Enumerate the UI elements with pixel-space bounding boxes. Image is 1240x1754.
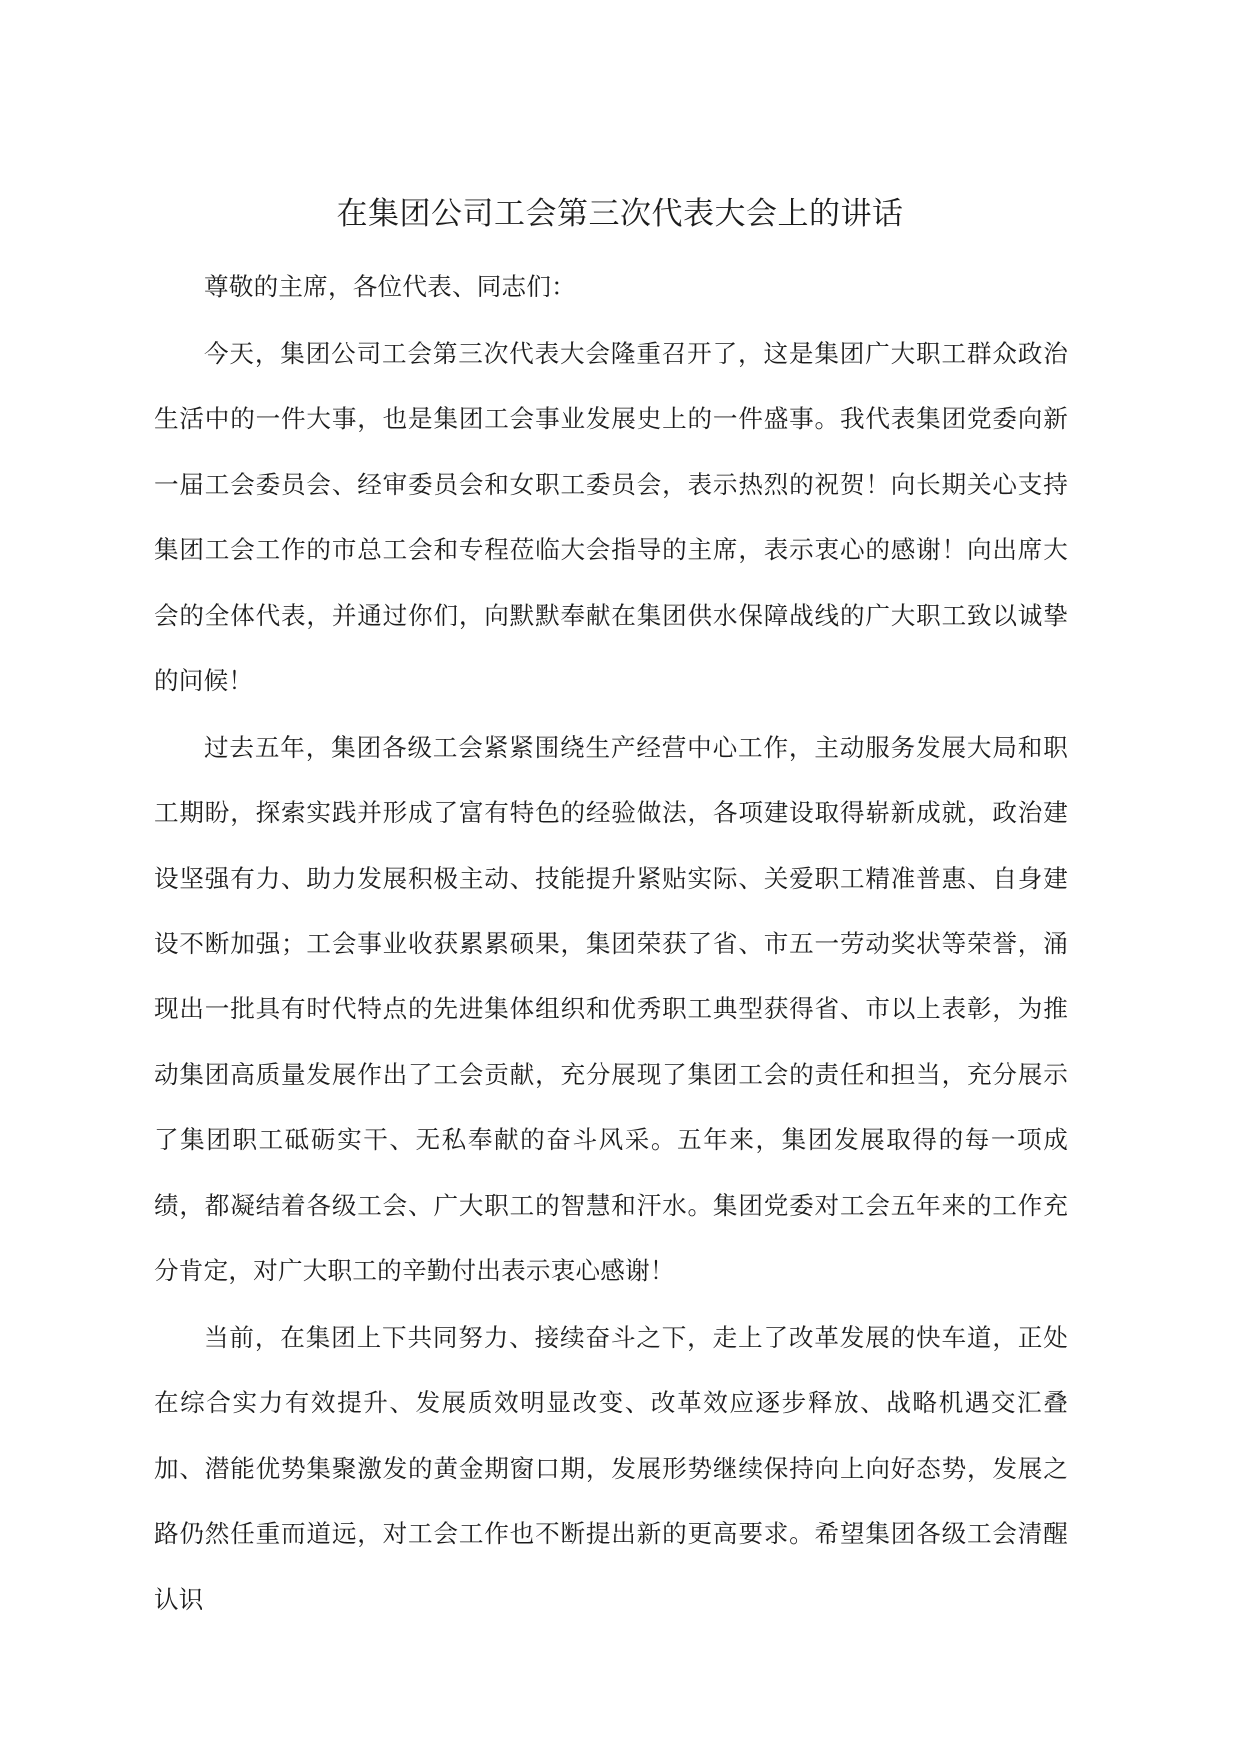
paragraph-1: 今天，集团公司工会第三次代表大会隆重召开了，这是集团广大职工群众政治生活中的一件大事，也是集团工会事业发展史上的一件盛事。我代表集团党委向新一届工会委员会、经审委员会和女职工委员会，表示热烈的祝贺！向长期关心支持集团工会工作的市总工会和专程莅临大会指导的主席，表示衷心的感谢！向出席大会的全体代表，并通过你们，向默默奉献在集团供水保障战线的广大职工致以诚挚的问候！ <box>154 338 1068 695</box>
paragraph-2: 过去五年，集团各级工会紧紧围绕生产经营中心工作，主动服务发展大局和职工期盼，探索实践并形成了富有特色的经验做法，各项建设取得崭新成就，政治建设坚强有力、助力发展积极主动、技能提升紧贴实际、关爱职工精准普惠、自身建设不断加强；工会事业收获累累硕果，集团荣获了省、市五一劳动奖状等荣誉，涌现出一批具有时代特点的先进集体组织和优秀职工典型获得省、市以上表彰，为推动集团高质量发展作出了工会贡献，充分展现了集团工会的责任和担当，充分展示了集团职工砥砺实干、无私奉献的奋斗风采。五年来，集团发展取得的每一项成绩，都凝结着各级工会、广大职工的智慧和汗水。集团党委对工会五年来的工作充分肯定，对广大职工的辛勤付出表示衷心感谢！ <box>154 732 1068 1286</box>
salutation: 尊敬的主席，各位代表、同志们： <box>204 272 576 301</box>
document-body <box>154 254 1068 1634</box>
paragraph-3: 当前，在集团上下共同努力、接续奋斗之下，走上了改革发展的快车道，正处在综合实力有效提升、发展质效明显改变、改革效应逐步释放、战略机遇交汇叠加、潜能优势集聚激发的黄金期窗口期，发展形势继续保持向上向好态势，发展之路仍然任重而道远，对工会工作也不断提出新的更高要求。希望集团各级工会清醒认识 <box>154 1323 1068 1614</box>
document-title: 在集团公司工会第三次代表大会上的讲话 <box>336 196 904 232</box>
